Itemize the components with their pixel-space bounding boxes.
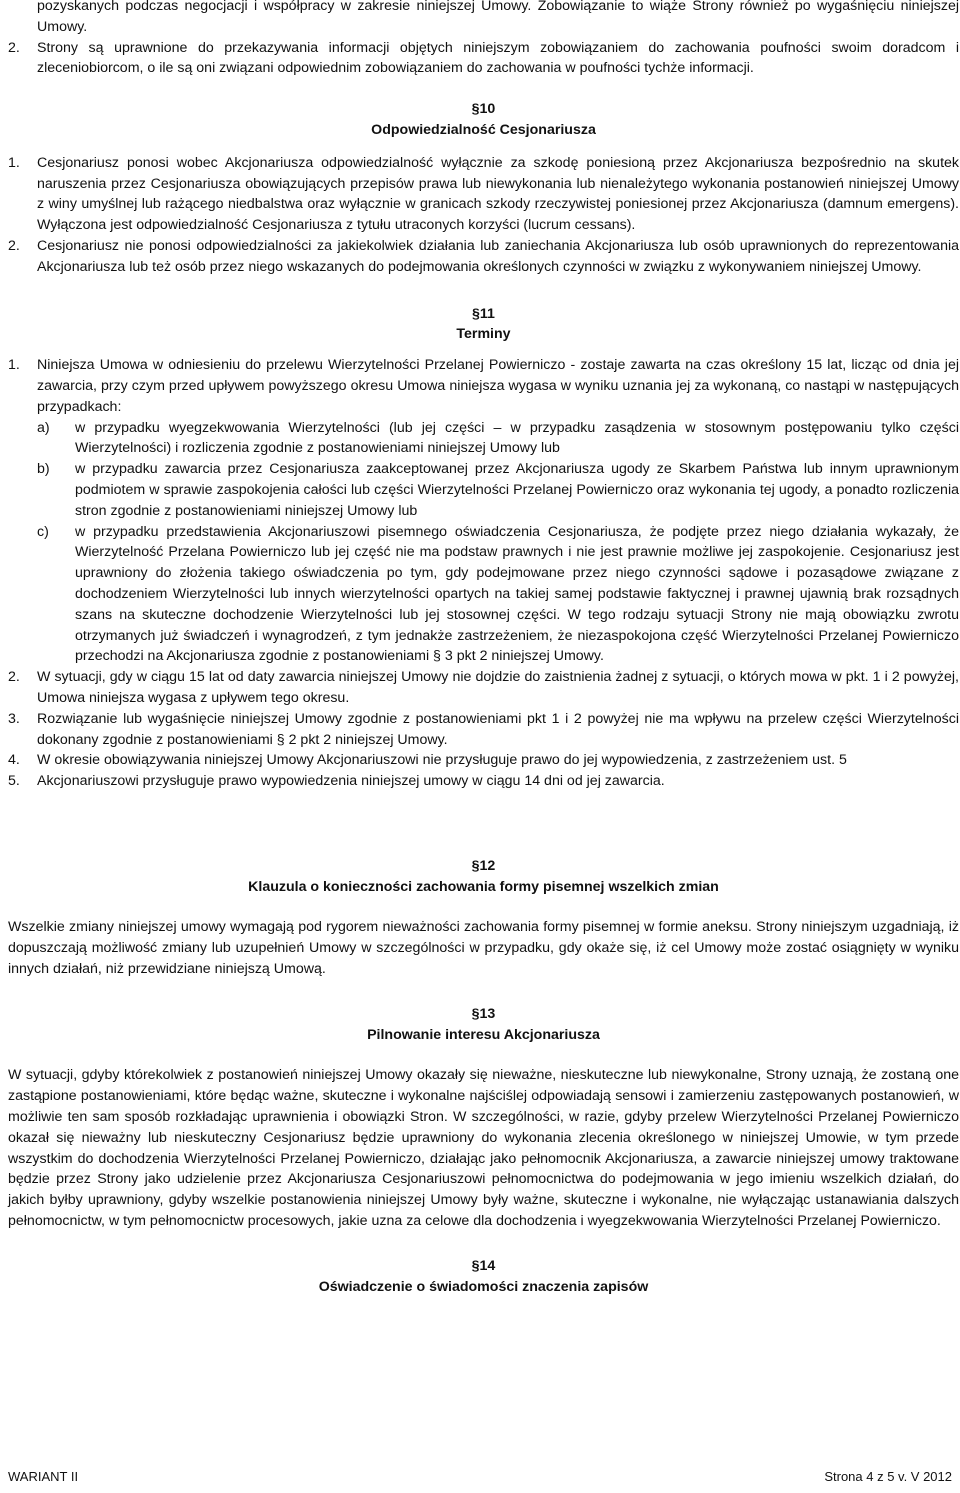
point-text: W sytuacji, gdy w ciągu 15 lat od daty zawarcia niniejszej Umowy nie dojdzie do zaistnienia żadnej z sytuacji, o których mowa w pkt. 1 i 2 powyżej, Umowa niniejsza wygasa z upływem tego okresu. (37, 669, 959, 706)
point-text: Rozwiązanie lub wygaśnięcie niniejszej Umowy zgodnie z postanowieniami pkt 1 i 2 powyżej nie ma wpływu na przelew części Wierzytelności dokonany zgodnie z postanowieniami § 2 pkt 2 niniejszej Umowy. (37, 710, 959, 748)
point-number: 4. (8, 752, 20, 769)
section-number: §12 (471, 857, 496, 874)
point-text: W okresie obowiązywania niniejszej Umowy Akcjonariuszowi nie przysługuje prawo do jej wypowiedzenia, z zastrzeżeniem ust. 5 (37, 752, 847, 769)
section-11-point-5 (8, 771, 959, 792)
section-12-text: Wszelkie zmiany niniejszej umowy wymagają pod rygorem nieważności zachowania formy pisemnej w formie aneksu. Strony niniejszym uzgadniają, iż dopuszczają możliwość zmiany lub uzupełnień Umowy w szczególności w przypadku, gdy okaże się, iż cel Umowy może zostać osiągnięty w wyniku innych działań, niż przewidziane niniejszą Umową. (8, 919, 959, 978)
section-11-point-2 (8, 667, 959, 709)
section-number: §10 (471, 101, 496, 118)
section-number: §13 (471, 1005, 496, 1022)
point-number: 2. (8, 237, 20, 254)
section-11-item-b (37, 459, 959, 521)
confidentiality-point-2 (8, 38, 959, 80)
point-number: 2. (8, 39, 20, 56)
point-number: 5. (8, 773, 20, 790)
item-letter: a) (37, 419, 50, 436)
item-text: w przypadku wyegzekwowania Wierzytelności (lub jej części – w przypadku zasądzenia w stosownym postępowaniu tylko części Wierzytelności) i rozliczenia zgodnie z postanowieniami niniejszej Umowy lub (75, 419, 959, 457)
section-title: Pilnowanie interesu Akcjonariusza (367, 1026, 600, 1043)
section-14-heading (8, 1256, 959, 1298)
footer-page-info: Strona 4 z 5 v. V 2012 (824, 1469, 952, 1484)
section-title: Klauzula o konieczności zachowania formy pisemnej wszelkich zmian (248, 878, 719, 895)
section-number: §11 (472, 305, 495, 322)
section-title: Oświadczenie o świadomości znaczenia zapisów (318, 1278, 649, 1295)
footer-variant: WARIANT II (8, 1469, 79, 1484)
section-11-point-1 (8, 355, 959, 417)
point-number: 2. (8, 669, 20, 686)
section-11-body (8, 355, 959, 792)
point-text: Akcjonariuszowi przysługuje prawo wypowiedzenia niniejszej umowy w ciągu 14 dni od jej zawarcia. (37, 773, 665, 790)
section-10-point-1 (8, 153, 959, 236)
section-10-point-2 (8, 236, 959, 278)
section-12-heading (8, 856, 959, 898)
section-number: §14 (471, 1257, 496, 1274)
section-10-body (8, 153, 959, 278)
item-text: w przypadku przedstawienia Akcjonariuszowi pisemnego oświadczenia Cesjonariusza, że podjęte przez niego działania wykazały, że Wierzytelność Przelana Powierniczo lub jej część nie ma podstaw prawnych i nie jest prawnie możliwe jej zaspokojenie. Cesjonariusz jest uprawniony do złożenia takiego oświadczenia po tym, gdy podejmowane przez niego czynności sądowe i pozasądowe związane z dochodzeniem Wierzytelności lub innych wierzytelności opartych na takiej samej podstawie faktycznej i prawnej ujawnią brak rozsądnych szans na skuteczne dochodzenie Wierzytelności lub jej stosownej części. W tego rodzaju sytuacji Strony nie mają obowiązku zwrotu otrzymanych już świadczeń i wynagrodzeń, z tym jednakże zastrzeżeniem, że niezaspokojona część Wierzytelności Przelanej Powierniczo przechodzi na Akcjonariusza zgodnie z postanowieniami § 3 pkt 2 niniejszej Umowy. (75, 523, 959, 665)
point-number: 3. (8, 710, 20, 727)
point-text: Cesjonariusz nie ponosi odpowiedzialności za jakiekolwiek działania lub zaniechania Akcjonariusza lub osób uprawnionych do reprezentowania Akcjonariusza lub też osób przez niego wskazanych do podejmowania określonych czynności w związku z wykonywaniem niniejszej Umowy. (37, 237, 959, 275)
section-title: Odpowiedzialność Cesjonariusza (371, 121, 596, 138)
section-11-point-3 (8, 709, 959, 751)
section-13-text: W sytuacji, gdyby którekolwiek z postanowień niniejszej Umowy okazały się nieważne, nieskuteczne lub niewykonalne, Strony uznają, że zostaną one zastąpione postanowieniami, które będąc ważne, skuteczne i wykonalne najściślej odpowiadają sensowi i zamierzeniu zastępowanych postanowień, w możliwie ten sam sposób rozkładając uprawnienia i obowiązki Stron. W szczególności, w razie, gdyby przelew Wierzytelności Przelanej Powierniczo okazał się nieważny lub nieskuteczny Cesjonariusz będzie uprawniony do wykonania zlecenia określonego w niniejszej Umowie, w tym przede wszystkim do dochodzenia Wierzytelności Przelanej Powierniczo, działając jako pełnomocnik Akcjonariusza, a zawarcie niniejszej umowy traktowane będzie przez Strony jako udzielenie przez Akcjonariusza Cesjonariuszowi pełnomocnictwa do podejmowania w jego imieniu wszelkich działań, do jakich byłby uprawniony, gdyby wszelkie postanowienia niniejszej Umowy były ważne, skuteczne i wykonalne, nie wyłączając ustanawiania dalszych pełnomocnictw, w tym pełnomocnictw procesowych, jakie uzna za celowe dla dochodzenia i wyegzekwowania Wierzytelności Przelanej Powierniczo. (8, 1067, 959, 1230)
section-11-item-a (37, 418, 959, 460)
point-number: 1. (8, 357, 20, 374)
page-footer (8, 1467, 952, 1488)
point-text: Cesjonariusz ponosi wobec Akcjonariusza odpowiedzialność wyłącznie za szkodę poniesioną przez Akcjonariusza bezpośrednio na skutek naruszenia przez Cesjonariusza obowiązujących przepisów prawa lub niewykonania lub nienależytego wykonania postanowień niniejszej Umowy z winy umyślnej lub rażącego niedbalstwa oraz wyłącznie w granicach szkody rzeczywistej poniesionej przez Akcjonariusza (damnum emergens). Wyłączona jest odpowiedzialność Cesjonariusza z tytułu utraconych korzyści (lucrum cessans). (37, 154, 959, 234)
section-11-item-c (37, 522, 959, 668)
section-13-heading (8, 1004, 959, 1046)
point-number: 1. (8, 154, 20, 171)
section-title: Terminy (456, 326, 511, 343)
item-letter: b) (37, 461, 50, 478)
item-text: w przypadku zawarcia przez Cesjonariusza zaakceptowanej przez Akcjonariusza ugody ze Skarbem Państwa lub innym uprawnionym podmiotem w sprawie zaspokojenia całości lub części Wierzytelności Przelanej Powierniczo oraz wykonania tej ugody, a ponadto rozliczenia stron zgodnie z postanowieniami niniejszej Umowy lub (75, 461, 959, 519)
carryover-paragraph: pozyskanych podczas negocjacji i współpracy w zakresie niniejszej Umowy. Zobowiązanie to wiąże Strony również po wygaśnięciu niniejszej Umowy. (37, 0, 959, 35)
point-text: Niniejsza Umowa w odniesieniu do przelewu Wierzytelności Przelanej Powierniczo - zostaje zawarta na czas określony 15 lat, licząc od dnia jej zawarcia, przy czym przed upływem powyższego okresu Umowa niniejsza wygasa w wyniku uznania jej za wykonaną, co nastąpi w następujących przypadkach: (37, 357, 959, 415)
document-page (8, 0, 959, 1297)
section-11-point-4 (8, 750, 959, 771)
point-text: Strony są uprawnione do przekazywania informacji objętych niniejszym zobowiązaniem do zachowania poufności swoim doradcom i zleceniobiorcom, o ile są oni związani odpowiednim zobowiązaniem do zachowania w poufności tychże informacji. (37, 39, 959, 77)
section-11-heading (8, 304, 959, 346)
item-letter: c) (37, 523, 49, 540)
section-10-heading (8, 99, 959, 141)
